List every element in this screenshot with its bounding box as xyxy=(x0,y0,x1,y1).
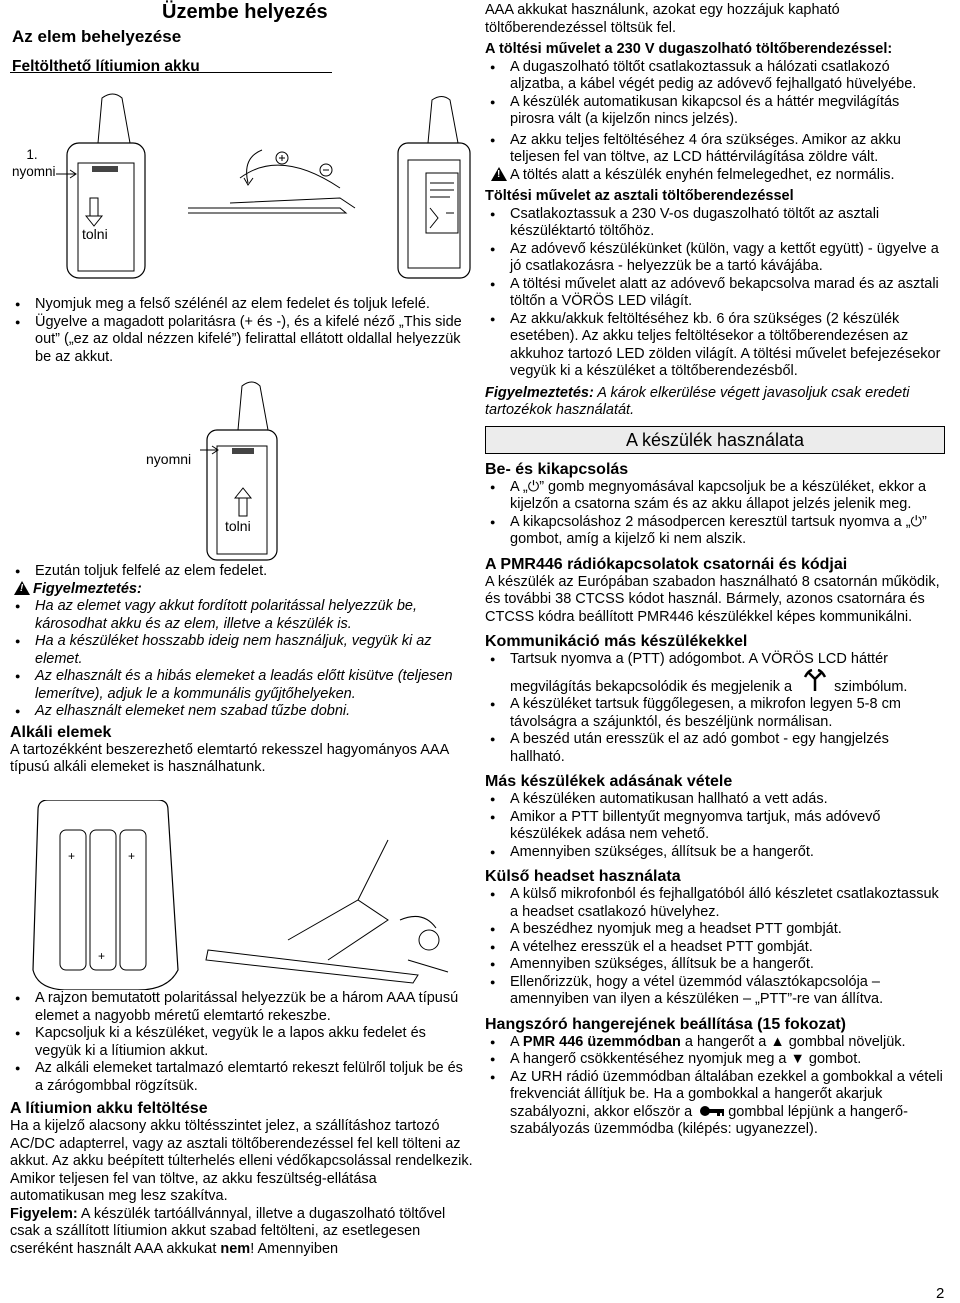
list-item xyxy=(485,1034,945,1052)
headset-list xyxy=(485,886,945,1009)
list-item: ● A dugaszolható töltőt csatlakoztassuk a hálózati csatlakozó aljzatba, a kábel végét pedig az adóvevő fejhallgató hüvelyébe. xyxy=(485,59,945,94)
vol-mode: PMR 446 üzemmódban xyxy=(522,1033,681,1050)
list-item: ● A rajzon bemutatott polaritással helyezzük be a három AAA típusú elemet a nagyobb méretű elemtartó rekeszbe. xyxy=(10,990,475,1025)
warning-list xyxy=(10,598,475,721)
comm-item-text-3: szimbólum. xyxy=(834,678,908,695)
list-item: ● Ezután toljuk felfelé az elem fedelet. xyxy=(10,563,475,581)
left-column-block-3 xyxy=(10,990,475,1258)
plug-warning xyxy=(485,167,945,185)
list-item: ● Ügyelve a magadott polaritásra (+ és -), és a kifelé néző „This side out” („ez az oldal nézzen kifelé”) felirattal ellátott oldallal helyezzük be az akkut. xyxy=(10,314,475,367)
left-column-block-1 xyxy=(10,296,475,366)
desk-charge-list xyxy=(485,206,945,381)
plug-charge-title: A töltési művelet a 230 V dugaszolható töltőberendezéssel: xyxy=(485,41,893,57)
right-column xyxy=(485,2,945,1139)
list-item: ● Amennyiben szükséges, állítsuk be a hangerőt. xyxy=(485,956,945,974)
onoff-list xyxy=(485,479,945,549)
li-charge-title: A lítiumion akku feltöltése xyxy=(10,1100,208,1117)
desk-charge-title: Töltési művelet az asztali töltőberendezéssel xyxy=(485,188,794,204)
pmr-title: A PMR446 rádiókapcsolatok csatornái és kódjai xyxy=(485,555,848,573)
list-item xyxy=(485,651,945,696)
list-item: ● Az adóvevő készülékünket (külön, vagy a kettőt együtt) - ügyelve a jó csatlakozásra - helyezzük be a tartó kávájába. xyxy=(485,241,945,276)
subsection-subtitle: Feltölthető lítiumion akku xyxy=(12,58,200,75)
list-item: ● A hangerő csökkentéséhez nyomjuk meg a ▼ gombot. xyxy=(485,1051,945,1069)
list-item: ● Az elhasznált és a hibás elemeket a leadás előtt kisütve (teljesen lemerítve), adjuk le a kommunális gyűjtőhelyeken. xyxy=(10,668,475,703)
note-bold: nem xyxy=(220,1240,251,1257)
plug-charge-list xyxy=(485,59,945,167)
list-item: ● Amikor a PTT billentyűt megnyomva tartjuk, más adóvevő készülékek adása nem vehető. xyxy=(485,809,945,844)
push-label: tolni xyxy=(82,226,108,242)
desk-warning xyxy=(485,385,945,420)
desk-warning-text: A károk elkerülése végett javasoljuk csak eredeti tartozékok használatát. xyxy=(485,384,910,418)
list-item: ● Az akku teljes feltöltéséhez 4 óra szükséges. Amikor az akku teljesen fel van töltve, az LCD háttérvilágítása zöldre vált. xyxy=(485,132,945,167)
list-item: ● Ha a készüléket hosszabb ideig nem használjuk, vegyük ki az elemet. xyxy=(10,633,475,668)
insert-steps-list xyxy=(10,296,475,366)
list-item: ● A beszéd után eresszük el az adó gombot - egy hangjelzés hallható. xyxy=(485,731,945,766)
list-item: ● A beszédhez nyomjuk meg a headset PTT gombját. xyxy=(485,921,945,939)
comm-item-text-2: megvilágítás bekapcsolódik és megjelenik a xyxy=(510,678,793,695)
battery-pack-drawing xyxy=(28,800,468,990)
list-item: ● Ha az elemet vagy akkut fordított polaritással helyezzük be, károsodhat akku és az elem, illetve a készülék is. xyxy=(10,598,475,633)
alkaline-steps-list xyxy=(10,990,475,1095)
note-text: A készülék tartóállvánnyal, illetve a dugaszolható töltővel csak a szállított lítiumion akkut szabad feltölteni, az esetlegesen cseréként használt AAA akkukat xyxy=(10,1205,446,1257)
list-item: ● A készülék automatikusan kikapcsol és a háttér megvilágítás pirosra vált (a kijelzőn nincs jelzés). xyxy=(485,94,945,129)
onoff-title: Be- és kikapcsolás xyxy=(485,460,629,478)
warning-heading xyxy=(10,581,475,599)
left-column-block-2 xyxy=(10,563,475,777)
list-item: ● Az akku/akkuk feltöltéséhez kb. 6 óra szükséges (2 készülék esetében). Az akku teljes feltöltésekor a töltőberendezésen az akkuhoz tartozó LED zölden világít. A töltési művelet befejezésekor vegyük ki a készüléket a töltőberendezésből. xyxy=(485,311,945,381)
page-number: 2 xyxy=(936,1285,945,1302)
press-label: 1. nyomni xyxy=(12,147,56,179)
alkaline-pack-illustration xyxy=(28,800,468,990)
vol-text-end: a hangerőt a ▲ gombbal növeljük. xyxy=(680,1033,906,1050)
comm-list xyxy=(485,651,945,766)
phone-back-drawing xyxy=(140,378,440,563)
volume-title: Hangszóró hangerejének beállítása (15 fokozat) xyxy=(485,1015,846,1033)
vol-text: Az URH rádió üzemmódban általában ezekkel a gombokkal a vételi frekvenciát állítjuk be. Ha a gombokkal a hangerőt akarjuk szabályozni, akkor először a xyxy=(510,1068,943,1120)
li-charge-note xyxy=(10,1206,475,1259)
vol-text-end: gombbal lépjünk a hangerő-szabályozás üzemmódba (kilépés: ugyanezzel). xyxy=(510,1103,908,1137)
li-charge-text: Ha a kijelző alacsony akku töltésszintet jelez, a szállításhoz tartozó AC/DC adapterrel, vagy az asztali töltőberendezéssel fel kell tölteni az akkut. Az akku beépített túlterhelés elleni védőkapcsolással rendelkezik. Amikor teljesen fel van töltve, az akku feszültség-ellátása automatikusan meg lesz szakítva. xyxy=(10,1118,473,1204)
receive-title: Más készülékek adásának vétele xyxy=(485,773,733,790)
receive-list xyxy=(485,791,945,861)
section-title: Üzembe helyezés xyxy=(162,1,328,23)
list-item: ● Az elhasznált elemeket nem szabad tűzbe dobni. xyxy=(10,703,475,721)
list-item: ● A készüléken automatikusan hallható a vett adás. xyxy=(485,791,945,809)
phone-back-drawings xyxy=(10,88,480,288)
list-item: ● A vételhez eresszük el a headset PTT gombját. xyxy=(485,939,945,957)
svg-text:+: + xyxy=(128,849,136,863)
plug-warning-text: A töltés alatt a készülék enyhén felmelegedhet, ez normális. xyxy=(510,166,895,183)
battery-insert-illustration xyxy=(10,88,480,288)
list-item: ● A készüléket tartsuk függőlegesen, a mikrofon legyen 5-8 cm távolságra a szájunktól, és beszéljünk normálisan. xyxy=(485,696,945,731)
cover-close-illustration xyxy=(140,378,440,563)
desk-warning-label: Figyelmeztetés: xyxy=(485,384,594,401)
list-item: ● Az alkáli elemeket tartalmazó elemtartó rekeszt felülről toljuk be és a zárógombbal rögzítsük. xyxy=(10,1060,475,1095)
list-item xyxy=(485,1069,945,1139)
warning-icon xyxy=(14,581,30,595)
close-cover-list xyxy=(10,563,475,581)
note-label: Figyelem: xyxy=(10,1205,78,1222)
subsection-title: Az elem behelyezése xyxy=(12,27,182,46)
volume-list xyxy=(485,1034,945,1139)
comm-title: Kommunikáció más készülékekkel xyxy=(485,633,748,650)
headset-title: Külső headset használata xyxy=(485,868,681,885)
transmit-antenna-icon xyxy=(802,669,828,693)
alkaline-title: Alkáli elemek xyxy=(10,723,112,741)
list-item: ● A „⏻” gomb megnyomásával kapcsoljuk be a készüléket, ekkor a kijelzőn a csatorna szám és az akku állapot jelzés jelenik meg. xyxy=(485,479,945,514)
list-item: ● A külső mikrofonból és fejhallgatóból álló készletet csatlakoztassuk a headset csatlakozó hüvelyhez. xyxy=(485,886,945,921)
list-item: ● Nyomjuk meg a felső szélénél az elem fedelet és toljuk lefelé. xyxy=(10,296,475,314)
list-item: ● Amennyiben szükséges, állítsuk be a hangerőt. xyxy=(485,844,945,862)
warning-icon xyxy=(491,167,507,181)
warning-title: Figyelmeztetés: xyxy=(33,580,142,597)
press-label: nyomni xyxy=(146,451,192,467)
push-label: tolni xyxy=(225,518,251,534)
note-text-end: ! Amennyiben xyxy=(250,1240,339,1257)
list-item: ● Kapcsoljuk ki a készüléket, vegyük le a lapos akku fedelet és vegyük ki a lítiumion akkut. xyxy=(10,1025,475,1060)
list-item: ● Csatlakoztassuk a 230 V-os dugaszolható töltőt az asztali készüléktartó töltőhöz. xyxy=(485,206,945,241)
list-item: ● Ellenőrizzük, hogy a vétel üzemmód választókapcsolója – amennyiben van ilyen a készüléken – „PTT”-re van állítva. xyxy=(485,974,945,1009)
comm-item-text: Tartsuk nyomva a (PTT) adógombot. A VÖRÖS LCD háttér xyxy=(510,651,888,667)
list-item: ● A kikapcsoláshoz 2 másodpercen keresztül tartsuk nyomva a „⏻” gombot, amíg a kijelző ki nem alszik. xyxy=(485,514,945,549)
svg-text:+: + xyxy=(68,849,76,863)
continued-text: AAA akkukat használunk, azokat egy hozzájuk kapható töltőberendezéssel töltsük fel. xyxy=(485,2,840,36)
key-icon xyxy=(699,1105,725,1117)
svg-text:+: + xyxy=(98,949,106,963)
pmr-text: A készülék az Európában szabadon használható 8 csatornán működik, és további 38 CTCSS kódot használ. Bármely, azonos csatornára és CTCSS kódra beállított PMR446 készülékkel képes kommunikálni. xyxy=(485,573,940,625)
alkaline-text: A tartozékként beszerezhető elemtartó rekesszel hagyományos AAA típusú alkáli elemeket is használhatunk. xyxy=(10,741,449,775)
list-item: ● A töltési művelet alatt az adóvevő bekapcsolva marad és az asztali töltőn a VÖRÖS LED világít. xyxy=(485,276,945,311)
vol-text: A xyxy=(510,1033,523,1050)
usage-section-title: A készülék használata xyxy=(485,426,945,454)
